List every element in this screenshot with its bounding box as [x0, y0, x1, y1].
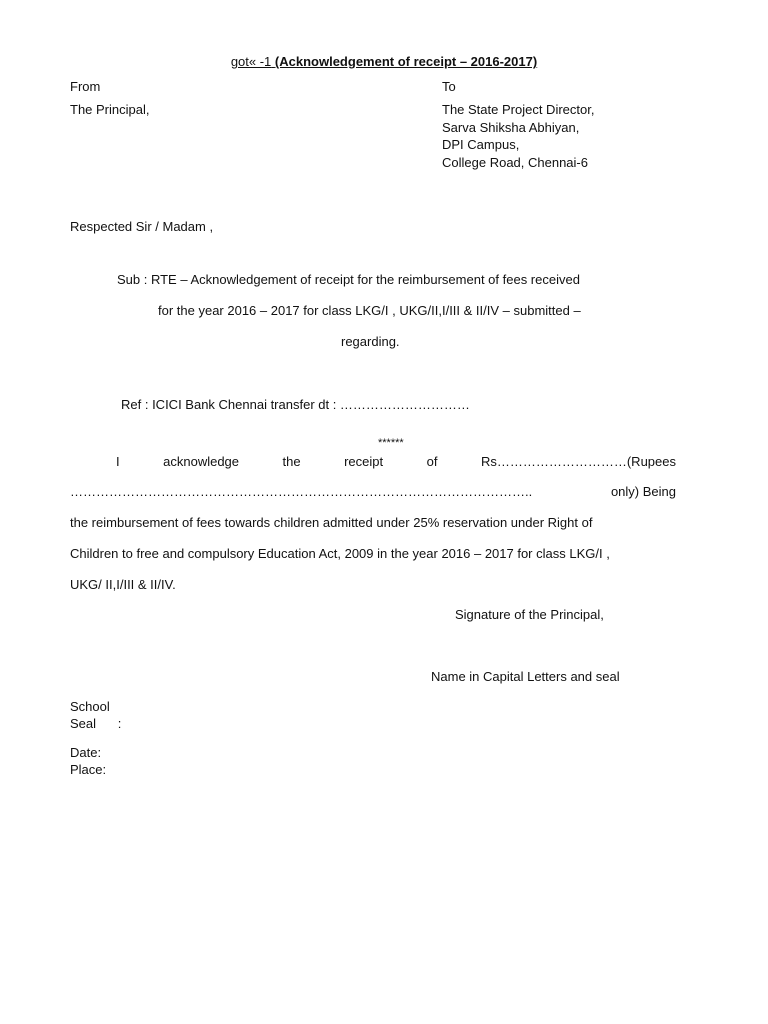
to-line: The State Project Director, [442, 102, 595, 117]
document-title [0, 54, 768, 70]
reference-line: Ref : ICICI Bank Chennai transfer dt : ………………………… [121, 397, 470, 412]
body-word: the [282, 454, 301, 469]
body-word: acknowledge [163, 454, 240, 469]
seal-label: Seal : [70, 716, 122, 731]
to-line: DPI Campus, [442, 137, 520, 152]
title-main: (Acknowledgement of receipt – 2016-2017) [274, 54, 538, 69]
body-line-4: Children to free and compulsory Education Act, 2009 in the year 2016 – 2017 for class LKG/I , [70, 546, 610, 561]
date-label: Date: [70, 745, 102, 760]
separator: ****** [378, 437, 404, 449]
subject-line: regarding. [341, 334, 400, 349]
body-word: receipt [344, 454, 384, 469]
name-seal-label: Name in Capital Letters and seal [431, 669, 620, 684]
to-line: College Road, Chennai-6 [442, 155, 588, 170]
body-text: only) Being [610, 484, 676, 499]
rupees-dots: …………………………………………………………………………………………….. [70, 484, 533, 499]
body-line-3: the reimbursement of fees towards children admitted under 25% reservation under Right of [70, 515, 593, 530]
signature-label: Signature of the Principal, [455, 607, 604, 622]
body-line-1 [70, 454, 676, 470]
school-label: School [70, 699, 110, 714]
salutation: Respected Sir / Madam , [70, 219, 214, 234]
subject-line: for the year 2016 – 2017 for class LKG/I , UKG/II,I/III & II/IV – submitted – [158, 303, 581, 318]
place-label: Place: [70, 762, 107, 777]
body-line-5: UKG/ II,I/III & II/IV. [70, 577, 176, 592]
title-prefix: got« -1 [230, 54, 272, 69]
to-label: To [442, 79, 456, 94]
from-label: From [70, 79, 101, 94]
to-line: Sarva Shiksha Abhiyan, [442, 120, 580, 135]
body-line-2 [70, 484, 676, 500]
body-word: Rs…………………………(Rupees [480, 454, 676, 469]
body-word: I [116, 454, 120, 469]
subject-line: Sub : RTE – Acknowledgement of receipt for the reimbursement of fees received [117, 272, 580, 287]
from-name: The Principal, [70, 102, 150, 117]
body-word: of [426, 454, 438, 469]
